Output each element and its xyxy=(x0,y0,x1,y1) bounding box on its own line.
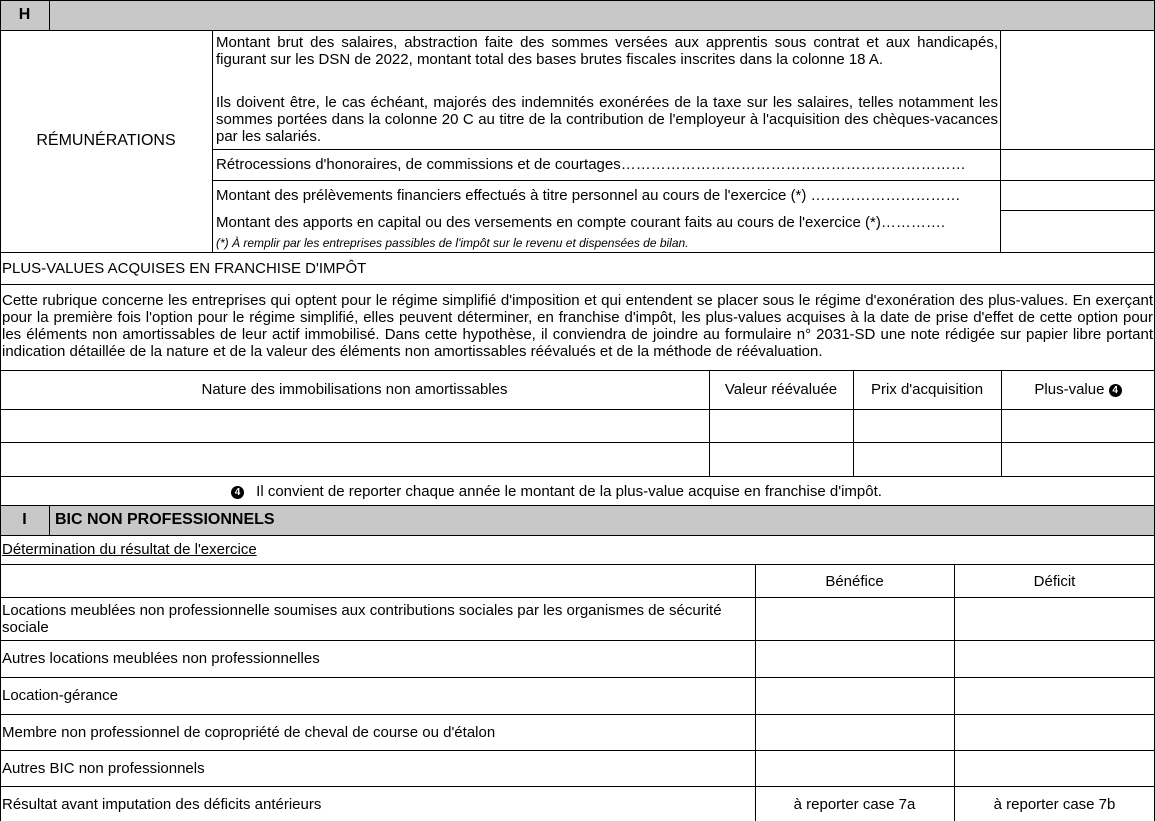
rule xyxy=(0,476,1155,477)
rule xyxy=(954,564,955,821)
bic-row-label: Locations meublées non professionnelle soumises aux contributions sociales par les organismes de sécurité sociale xyxy=(2,602,722,636)
deficit-input-lmnp-social[interactable] xyxy=(955,598,1155,640)
pv-row2-plus-value-input[interactable] xyxy=(1002,443,1155,476)
ir-footnote: (*) À remplir par les entreprises passibles de l'impôt sur le revenu et dispensées de bilan. xyxy=(216,236,689,250)
pv-row1-prix-input[interactable] xyxy=(854,410,1001,442)
benefice-input-cheval[interactable] xyxy=(756,715,954,750)
retrocessions-row xyxy=(216,156,998,173)
bic-row-label: Location-gérance xyxy=(2,687,118,704)
bic-row-label: Membre non professionnel de copropriété de cheval de course ou d'étalon xyxy=(2,724,496,741)
rule xyxy=(1000,30,1001,252)
remunerations-label: RÉMUNÉRATIONS xyxy=(36,132,176,149)
rule xyxy=(0,535,1155,536)
col-header-plus-value xyxy=(1001,381,1155,398)
rule xyxy=(0,640,1155,641)
apports-dots: …………. xyxy=(880,214,946,231)
rule xyxy=(755,564,756,821)
rule xyxy=(0,505,1155,506)
pv-row1-valeur-input[interactable] xyxy=(710,410,853,442)
rule xyxy=(0,0,1155,1)
prelevements-dots: ………………………… xyxy=(806,187,961,204)
retrocessions-dots: …………………………………………………………… xyxy=(620,156,966,173)
plus-value-footnote xyxy=(231,483,882,500)
rule xyxy=(1000,210,1155,211)
salaries-amount-input[interactable] xyxy=(1001,31,1155,149)
benefice-input-autres-lmnp[interactable] xyxy=(756,641,954,677)
plus-value-footnote-text: Il convient de reporter chaque année le montant de la plus-value acquise en franchise d'impôt. xyxy=(256,483,882,500)
rule xyxy=(0,284,1155,285)
rule xyxy=(0,252,1155,253)
deficit-input-location-gerance[interactable] xyxy=(955,678,1155,714)
pv-row2-nature-input[interactable] xyxy=(0,443,709,476)
rule xyxy=(0,0,1,821)
plus-values-description: Cette rubrique concerne les entreprises qui optent pour le régime simplifié d'imposition et qui entendent se placer sous le régime d'exonération des plus-values. En exerçant pour la première fois l'option pour le régime simplifié, elles peuvent déterminer, en franchise d'impôt, les plus-values acquises à la date de prise d'effet de cette option pour les éléments non amortissables de leur actif immobilisé. Dans cette hypothèse, il conviendra de joindre au formulaire n° 2031-SD une note rédigée sur papier libre portant indication détaillée de la nature et de la valeur des éléments non amortissables réévalués et de la méthode de réévaluation. xyxy=(2,292,1153,360)
section-i-title: BIC NON PROFESSIONNELS xyxy=(55,511,275,528)
rule xyxy=(0,409,1155,410)
deficit-input-autres-bic[interactable] xyxy=(955,751,1155,786)
col-header-valeur-reevaluee: Valeur réévaluée xyxy=(724,381,838,398)
apports-amount-input[interactable] xyxy=(1001,211,1155,252)
retrocessions-amount-input[interactable] xyxy=(1001,150,1155,180)
rule xyxy=(709,370,710,476)
rule xyxy=(0,564,1155,565)
rule xyxy=(49,0,50,30)
apports-row xyxy=(216,214,998,231)
report-case-7b: à reporter case 7b xyxy=(993,796,1116,813)
prelevements-amount-input[interactable] xyxy=(1001,181,1155,210)
prelevements-label: Montant des prélèvements financiers effectués à titre personnel au cours de l'exercice (*) xyxy=(216,187,807,204)
section-h-letter: H xyxy=(18,6,31,23)
rule xyxy=(0,714,1155,715)
col-header-prix-acquisition: Prix d'acquisition xyxy=(870,381,984,398)
section-i-subtitle: Détermination du résultat de l'exercice xyxy=(2,541,257,558)
col-header-nature: Nature des immobilisations non amortissables xyxy=(201,381,508,398)
rule xyxy=(853,370,854,476)
footnote-4-marker: 4 xyxy=(231,486,244,499)
section-h-header-bar xyxy=(0,0,1155,30)
salaries-majorations: Ils doivent être, le cas échéant, majorés des indemnités exonérées de la taxe sur les salaires, telles notamment les sommes portées dans la colonne 20 C au titre de la contribution de l'employeur à l'acquisition des chèques-vacances par les salariés. xyxy=(216,94,998,145)
section-i-letter: I xyxy=(22,511,27,528)
rule xyxy=(1001,370,1002,476)
pv-row2-valeur-input[interactable] xyxy=(710,443,853,476)
col-header-benefice: Bénéfice xyxy=(825,573,884,590)
pv-row1-nature-input[interactable] xyxy=(0,410,709,442)
rule xyxy=(212,149,1155,150)
benefice-input-lmnp-social[interactable] xyxy=(756,598,954,640)
rule xyxy=(212,180,1155,181)
footnote-4-marker: 4 xyxy=(1109,384,1122,397)
plus-value-label: Plus-value xyxy=(1034,381,1105,398)
pv-row1-plus-value-input[interactable] xyxy=(1002,410,1155,442)
rule xyxy=(49,505,50,535)
deficit-input-cheval[interactable] xyxy=(955,715,1155,750)
rule xyxy=(0,750,1155,751)
rule xyxy=(212,30,213,252)
salaries-description: Montant brut des salaires, abstraction faite des sommes versées aux apprentis sous contrat et aux handicapés, figurant sur les DSN de 2022, montant total des bases brutes fiscales inscrites dans la colonne 18 A. xyxy=(216,34,998,68)
rule xyxy=(0,597,1155,598)
rule xyxy=(0,370,1155,371)
bic-row-label: Résultat avant imputation des déficits antérieurs xyxy=(2,796,322,813)
rule xyxy=(0,786,1155,787)
benefice-input-autres-bic[interactable] xyxy=(756,751,954,786)
pv-row2-prix-input[interactable] xyxy=(854,443,1001,476)
rule xyxy=(0,677,1155,678)
plus-values-title: PLUS-VALUES ACQUISES EN FRANCHISE D'IMPÔT xyxy=(2,260,367,277)
rule xyxy=(0,30,1155,31)
benefice-input-location-gerance[interactable] xyxy=(756,678,954,714)
bic-row-label: Autres BIC non professionnels xyxy=(2,760,205,777)
col-header-deficit: Déficit xyxy=(1033,573,1076,590)
bic-row-label: Autres locations meublées non professionnelles xyxy=(2,650,320,667)
retrocessions-label: Rétrocessions d'honoraires, de commissions et de courtages xyxy=(216,156,621,173)
report-case-7a: à reporter case 7a xyxy=(793,796,916,813)
prelevements-row xyxy=(216,187,998,204)
apports-label: Montant des apports en capital ou des versements en compte courant faits au cours de l'exercice (*) xyxy=(216,214,881,231)
deficit-input-autres-lmnp[interactable] xyxy=(955,641,1155,677)
rule xyxy=(0,442,1155,443)
